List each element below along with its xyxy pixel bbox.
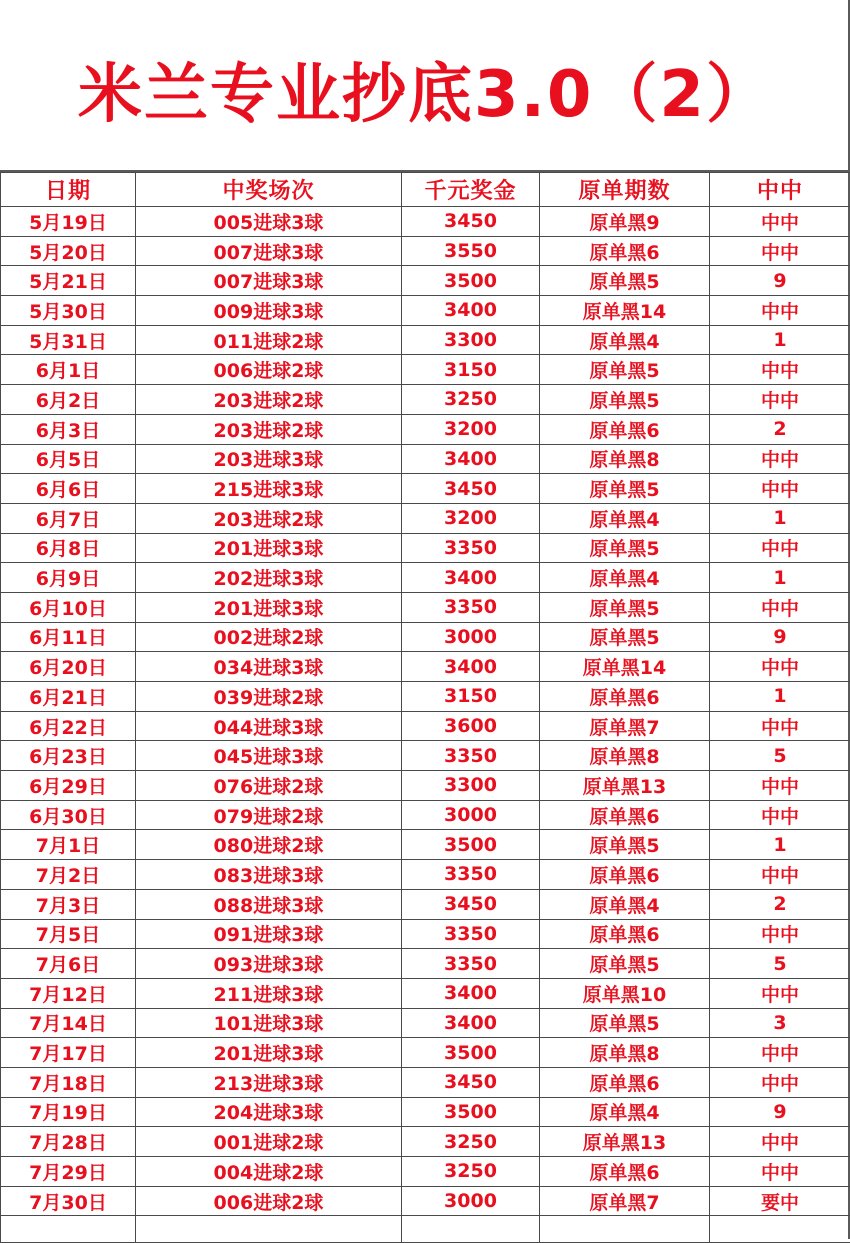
cell-date: 6月6日 [1, 474, 136, 504]
cell-match: 001进球2球 [136, 1127, 402, 1157]
cell-periods: 原单黑8 [540, 1038, 710, 1068]
cell-periods: 原单黑5 [540, 266, 710, 296]
cell-prize: 3350 [402, 860, 540, 890]
cell-result: 中中 [710, 771, 850, 801]
table-row [1, 207, 850, 237]
cell-periods: 原单黑6 [540, 236, 710, 266]
table-row [1, 1008, 850, 1038]
cell-date: 7月3日 [1, 889, 136, 919]
cell-result: 2 [710, 414, 850, 444]
cell-prize: 3600 [402, 711, 540, 741]
table-row [1, 503, 850, 533]
cell-prize: 3350 [402, 919, 540, 949]
table-body [1, 207, 850, 1243]
cell-result: 中中 [710, 296, 850, 326]
table-row [1, 1186, 850, 1216]
cell-match: 201进球3球 [136, 533, 402, 563]
cell-result: 9 [710, 266, 850, 296]
cell-match: 011进球2球 [136, 325, 402, 355]
cell-result: 中中 [710, 652, 850, 682]
cell-date: 5月30日 [1, 296, 136, 326]
cell-periods: 原单黑5 [540, 355, 710, 385]
cell-periods: 原单黑13 [540, 771, 710, 801]
cell-match: 203进球2球 [136, 385, 402, 415]
cell-match: 079进球2球 [136, 800, 402, 830]
cell-prize: 3000 [402, 622, 540, 652]
cell-prize: 3350 [402, 533, 540, 563]
cell-result: 要中 [710, 1186, 850, 1216]
header-date: 日期 [1, 173, 136, 207]
cell-prize: 3350 [402, 949, 540, 979]
cell-result: 中中 [710, 711, 850, 741]
title-band [0, 0, 850, 172]
table-row [1, 800, 850, 830]
cell-match: 201进球3球 [136, 592, 402, 622]
cell-date: 6月10日 [1, 592, 136, 622]
cell-match: 006进球2球 [136, 1186, 402, 1216]
cell-periods: 原单黑6 [540, 919, 710, 949]
cell-date: 7月2日 [1, 860, 136, 890]
cell-date: 5月19日 [1, 207, 136, 237]
cell-periods: 原单黑5 [540, 830, 710, 860]
cell-match: 093进球3球 [136, 949, 402, 979]
cell-periods: 原单黑9 [540, 207, 710, 237]
table-row [1, 1038, 850, 1068]
cell-result: 中中 [710, 800, 850, 830]
cell-result: 1 [710, 503, 850, 533]
cell-match: 201进球3球 [136, 1038, 402, 1068]
cell-periods: 原单黑5 [540, 949, 710, 979]
table-row [1, 622, 850, 652]
cell-periods: 原单黑4 [540, 1097, 710, 1127]
cell-prize: 3500 [402, 266, 540, 296]
cell-match: 211进球3球 [136, 978, 402, 1008]
cell-date: 5月21日 [1, 266, 136, 296]
cell-result: 中中 [710, 592, 850, 622]
cell-periods: 原单黑14 [540, 652, 710, 682]
cell-date: 5月31日 [1, 325, 136, 355]
cell-match: 088进球3球 [136, 889, 402, 919]
table-row [1, 889, 850, 919]
table-row [1, 296, 850, 326]
cell-date: 7月12日 [1, 978, 136, 1008]
table-row [1, 1127, 850, 1157]
cell-prize: 3300 [402, 325, 540, 355]
cell-periods: 原单黑6 [540, 682, 710, 712]
table-row [1, 771, 850, 801]
cell-match: 034进球3球 [136, 652, 402, 682]
cell-result: 中中 [710, 236, 850, 266]
cell-date: 6月1日 [1, 355, 136, 385]
cell-result: 9 [710, 622, 850, 652]
cell-result: 中中 [710, 444, 850, 474]
table-row [1, 860, 850, 890]
cell-periods: 原单黑6 [540, 860, 710, 890]
cell-result: 5 [710, 949, 850, 979]
cell-result: 中中 [710, 919, 850, 949]
cell-prize: 3450 [402, 1067, 540, 1097]
table-header-row [1, 173, 850, 207]
cell-match: 039进球2球 [136, 682, 402, 712]
cell-match: 203进球2球 [136, 503, 402, 533]
cell-match: 101进球3球 [136, 1008, 402, 1038]
cell-date: 6月5日 [1, 444, 136, 474]
cell-result: 中中 [710, 1038, 850, 1068]
cell-prize: 3150 [402, 682, 540, 712]
cell-match: 202进球3球 [136, 563, 402, 593]
header-match: 中奖场次 [136, 173, 402, 207]
cell-match: 204进球3球 [136, 1097, 402, 1127]
cell-date: 7月18日 [1, 1067, 136, 1097]
cell-prize: 3550 [402, 236, 540, 266]
cell-periods: 原单黑13 [540, 1127, 710, 1157]
cell-periods: 原单黑8 [540, 444, 710, 474]
cell-match: 076进球2球 [136, 771, 402, 801]
cell-match: 203进球3球 [136, 444, 402, 474]
cell-periods: 原单黑5 [540, 592, 710, 622]
cell-periods: 原单黑7 [540, 1186, 710, 1216]
cell-match: 005进球3球 [136, 207, 402, 237]
cell-date: 6月7日 [1, 503, 136, 533]
table-row [1, 949, 850, 979]
cell-prize: 3350 [402, 592, 540, 622]
cell-match: 215进球3球 [136, 474, 402, 504]
cell-periods: 原单黑4 [540, 563, 710, 593]
cell-periods: 原单黑6 [540, 414, 710, 444]
results-table [0, 172, 850, 1243]
cell-prize: 3200 [402, 503, 540, 533]
cell-date: 5月20日 [1, 236, 136, 266]
cell-match: 091进球3球 [136, 919, 402, 949]
cell-prize: 3400 [402, 978, 540, 1008]
cell-date: 6月20日 [1, 652, 136, 682]
cell-result: 9 [710, 1097, 850, 1127]
table-row [1, 563, 850, 593]
cell-prize: 3450 [402, 207, 540, 237]
cell-result: 1 [710, 682, 850, 712]
cell-periods: 原单黑4 [540, 325, 710, 355]
cell-date: 6月30日 [1, 800, 136, 830]
table-row [1, 236, 850, 266]
cell-result: 中中 [710, 1067, 850, 1097]
cell-prize: 3150 [402, 355, 540, 385]
cell-prize: 3400 [402, 1008, 540, 1038]
table-row [1, 978, 850, 1008]
cell-date: 7月1日 [1, 830, 136, 860]
header-prize: 千元奖金 [402, 173, 540, 207]
table-row [1, 325, 850, 355]
table-row [1, 652, 850, 682]
table-row [1, 711, 850, 741]
table-row [1, 830, 850, 860]
cell-result: 中中 [710, 355, 850, 385]
cell-prize: 3300 [402, 771, 540, 801]
cell-match: 007进球3球 [136, 236, 402, 266]
cell-result: 1 [710, 830, 850, 860]
cell-result: 中中 [710, 1127, 850, 1157]
table-row [1, 919, 850, 949]
cell-result: 中中 [710, 474, 850, 504]
cell-date: 6月22日 [1, 711, 136, 741]
cell-prize: 3400 [402, 652, 540, 682]
cell-match: 045进球3球 [136, 741, 402, 771]
cell-periods: 原单黑10 [540, 978, 710, 1008]
cell-date: 7月29日 [1, 1157, 136, 1187]
cell-prize: 3350 [402, 741, 540, 771]
table-row [1, 1157, 850, 1187]
cell-date: 6月11日 [1, 622, 136, 652]
cell-prize: 3250 [402, 1157, 540, 1187]
table-row [1, 266, 850, 296]
cell-date: 7月28日 [1, 1127, 136, 1157]
cell-match: 006进球2球 [136, 355, 402, 385]
cell-match: 080进球2球 [136, 830, 402, 860]
cell-match: 083进球3球 [136, 860, 402, 890]
table-row [1, 533, 850, 563]
cell-periods: 原单黑5 [540, 533, 710, 563]
header-periods: 原单期数 [540, 173, 710, 207]
cell-prize: 3000 [402, 1186, 540, 1216]
table-row [1, 444, 850, 474]
cell-periods: 原单黑5 [540, 385, 710, 415]
table-row [1, 1097, 850, 1127]
cell-periods: 原单黑5 [540, 1008, 710, 1038]
cell-prize: 3500 [402, 1097, 540, 1127]
cell-date: 7月30日 [1, 1186, 136, 1216]
table-row [1, 592, 850, 622]
cell-result: 中中 [710, 385, 850, 415]
cell-periods: 原单黑4 [540, 503, 710, 533]
cell-prize: 3450 [402, 889, 540, 919]
cell-result: 5 [710, 741, 850, 771]
cell-prize: 3250 [402, 1127, 540, 1157]
cell-result: 中中 [710, 207, 850, 237]
table-row [1, 385, 850, 415]
cell-result: 中中 [710, 978, 850, 1008]
cell-match: 007进球3球 [136, 266, 402, 296]
cell-result: 中中 [710, 860, 850, 890]
cell-prize: 3000 [402, 800, 540, 830]
table-row [1, 1067, 850, 1097]
cell-prize: 3450 [402, 474, 540, 504]
cell-date: 6月29日 [1, 771, 136, 801]
cell-date: 7月19日 [1, 1097, 136, 1127]
page-title: 米兰专业抄底3.0（2） [0, 40, 850, 150]
cell-prize: 3400 [402, 296, 540, 326]
cell-periods: 原单黑6 [540, 800, 710, 830]
cell-match: 002进球2球 [136, 622, 402, 652]
cell-periods: 原单黑6 [540, 1157, 710, 1187]
cell-prize: 3500 [402, 1038, 540, 1068]
table-row [1, 741, 850, 771]
table-row [1, 355, 850, 385]
cell-date: 7月6日 [1, 949, 136, 979]
cell-periods: 原单黑7 [540, 711, 710, 741]
cell-periods: 原单黑6 [540, 1067, 710, 1097]
table-row [1, 682, 850, 712]
cell-result: 中中 [710, 533, 850, 563]
cell-prize: 3400 [402, 444, 540, 474]
cell-prize: 3200 [402, 414, 540, 444]
cell-periods: 原单黑4 [540, 889, 710, 919]
cell-date: 7月5日 [1, 919, 136, 949]
cell-date: 6月23日 [1, 741, 136, 771]
cell-prize: 3500 [402, 830, 540, 860]
table-row [1, 474, 850, 504]
cell-result: 3 [710, 1008, 850, 1038]
cell-date: 6月2日 [1, 385, 136, 415]
cell-match: 009进球3球 [136, 296, 402, 326]
cell-periods: 原单黑14 [540, 296, 710, 326]
cell-prize: 3250 [402, 385, 540, 415]
cell-result: 1 [710, 325, 850, 355]
cell-match: 213进球3球 [136, 1067, 402, 1097]
cell-match: 203进球2球 [136, 414, 402, 444]
cell-date: 6月8日 [1, 533, 136, 563]
cell-date: 7月14日 [1, 1008, 136, 1038]
cell-result: 1 [710, 563, 850, 593]
cell-periods: 原单黑5 [540, 622, 710, 652]
cell-date: 7月17日 [1, 1038, 136, 1068]
cell-prize: 3400 [402, 563, 540, 593]
cell-date: 6月9日 [1, 563, 136, 593]
cell-date: 6月3日 [1, 414, 136, 444]
cell-match: 044进球3球 [136, 711, 402, 741]
cell-date: 6月21日 [1, 682, 136, 712]
cell-match: 004进球2球 [136, 1157, 402, 1187]
cell-periods: 原单黑5 [540, 474, 710, 504]
header-result: 中中 [710, 173, 850, 207]
table-row [1, 414, 850, 444]
cell-result: 中中 [710, 1157, 850, 1187]
cell-periods: 原单黑8 [540, 741, 710, 771]
cell-result: 2 [710, 889, 850, 919]
